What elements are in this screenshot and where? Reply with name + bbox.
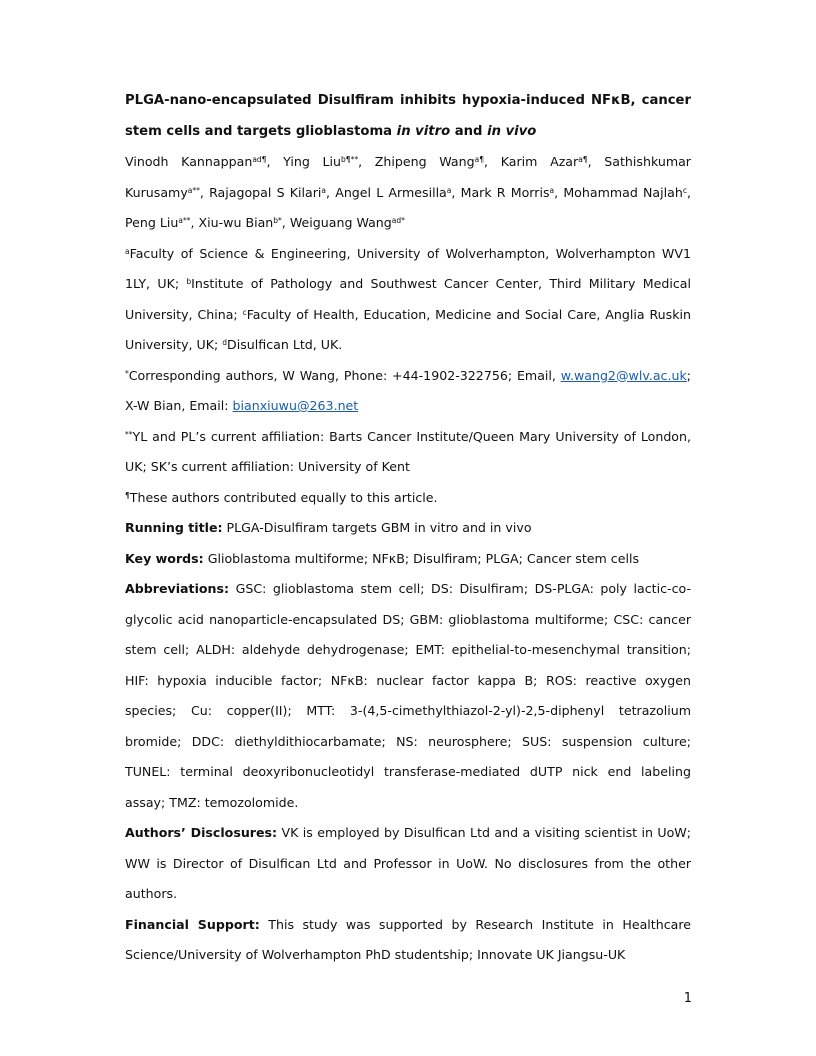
author-affiliation-marker: ad* [391,216,405,225]
title-text-end: B, cancer [620,93,691,108]
keywords [125,544,691,575]
paper-title-line-1 [125,86,691,117]
author-affiliation-marker: c [682,185,687,195]
author-affiliation-marker: a** [178,216,191,225]
affiliation-c-marker: c [242,307,247,317]
paper-title-line-2 [125,117,691,148]
author-name: Vinodh Kannappan [125,154,253,169]
corresponding-authors [125,361,691,422]
corresponding-marker: * [125,368,129,378]
corresponding-text: Corresponding authors, W Wang, Phone: +44-1902-322756; Email, [128,367,561,383]
author-affiliation-marker: b* [273,216,282,225]
disclosures-text: VK is employed by Disulfican Ltd and a visiting scientist in UoW; WW is Director of Disulfican Ltd and Professor in UoW. No disclosures from the other authors. [125,825,691,901]
author-name: Mark R Morris [460,184,550,200]
title-and: and [450,123,488,139]
author-affiliation-marker: a¶ [474,155,485,164]
disclosures-label: Authors’ Disclosures: [125,825,278,840]
author-name: Sathishkumar Kurusamy [125,154,691,200]
author-affiliation-marker: a¶ [578,155,588,164]
equal-contribution-note [125,483,691,514]
keywords-label: Key words: [125,550,204,566]
corresponding-text-2: ; X-W Bian, Email: [125,367,691,413]
title-nf: NF [591,93,612,108]
email-link-bian[interactable]: bianxiuwu@263.net [232,398,359,413]
abbreviations-label: Abbreviations: [125,581,230,596]
author-name: Angel L Armesilla [335,184,447,200]
affiliation-d-marker: d [222,338,228,347]
abbreviations [125,574,691,818]
current-affiliation-text: YL and PL’s current affiliation: Barts Cancer Institute/Queen Mary University of London, UK; SK’s current affiliation: University of Kent [125,428,691,474]
financial-support-label: Financial Support: [125,916,260,932]
document-page [125,86,691,971]
author-name: Xiu-wu Bian [198,215,274,230]
affiliation-b-marker: b [186,277,192,286]
title-text: stem cells and targets glioblastoma [125,123,397,139]
author-affiliation-marker: b¶** [341,155,359,164]
author-name: Karim Azar [500,154,579,169]
title-text: PLGA-nano-encapsulated Disulfiram inhibits hypoxia-induced [125,93,592,108]
author-affiliation-marker: a [321,185,327,195]
financial-support-text: This study was supported by Research Institute in Healthcare Science/University of Wolverhampton PhD studentship; Innovate UK Jiangsu-UK [125,916,691,962]
author-name: Ying Liu [283,154,342,169]
author-affiliation-marker: ad¶ [252,155,267,164]
authors-disclosures [125,818,691,910]
running-title [125,513,691,544]
title-kappa: κ [611,93,621,108]
financial-support [125,910,691,971]
title-italic-in-vitro: in vitro [396,123,451,139]
affiliation-b: Institute of Pathology and Southwest Cancer Center, Third Military Medical University, China; [125,276,691,322]
current-affiliation-marker: ** [125,429,133,439]
title-italic-in-vivo: in vivo [487,123,537,139]
author-affiliation-marker: a [446,185,452,195]
email-link-wang[interactable]: w.wang2@wlv.ac.uk [560,367,687,383]
affiliation-a-marker: a [125,246,130,256]
current-affiliation-note [125,422,691,483]
affiliation-a: Faculty of Science & Engineering, University of Wolverhampton, Wolverhampton WV1 1LY, UK; [125,245,691,291]
author-list: Vinodh Kannappan$^{ad\P}$, Ying Liu$^{b\P**}$, Zhipeng Wang$^{a\P}$, Karim Azar$^{a\P}$, Sathishkumar Kurusamy$^{a**}$, Rajagopal S Kilari$^a$, Angel L Armesilla$^a$, Mark R Morris$^a$, Mohammad Najlah$^c$, Peng Liu$^{a**}$, Xiu-wu Bian$^{b*}$, Weiguang Wang$^{ad*}$ [125,154,691,230]
page-number: 1 [683,991,692,1006]
equal-contribution-marker: ¶ [125,490,130,500]
author-affiliation-marker: a [549,185,555,195]
author-name: Zhipeng Wang [374,154,475,169]
author-name: Mohammad Najlah [563,184,683,200]
running-title-label: Running title: [125,520,223,535]
affiliations [125,239,691,361]
affiliation-d: Disulfican Ltd, UK. [227,337,343,352]
author-affiliation-marker: a** [187,185,200,195]
abbreviations-text: GSC: glioblastoma stem cell; DS: Disulfiram; DS-PLGA: poly lactic-co-glycolic acid nanoparticle-encapsulated DS; GBM: glioblastoma multiforme; CSC: cancer stem cell; ALDH: aldehyde dehydrogenase; EMT: epithelial-to-mesenchymal transition; HIF: hypoxia inducible factor; NFκB: nuclear factor kappa B; ROS: reactive oxygen species; Cu: copper(II); MTT: 3-(4,5-cimethylthiazol-2-yl)-2,5-diphenyl tetrazolium bromide; DDC: diethyldithiocarbamate; NS: neurosphere; SUS: suspension culture; TUNEL: terminal deoxyribonucleotidyl transferase-mediated dUTP nick end labeling assay; TMZ: temozolomide. [125,581,691,810]
affiliation-c: Faculty of Health, Education, Medicine and Social Care, Anglia Ruskin University, UK; [125,306,691,352]
author-name: Rajagopal S Kilari [209,184,322,200]
equal-contribution-text: These authors contributed equally to this article. [129,489,438,505]
keywords-text: Glioblastoma multiforme; NFκB; Disulfiram; PLGA; Cancer stem cells [203,550,640,566]
running-title-text: PLGA-Disulfiram targets GBM in vitro and in vivo [222,520,532,535]
author-name: Peng Liu [125,215,179,230]
author-name: Weiguang Wang [289,215,392,230]
